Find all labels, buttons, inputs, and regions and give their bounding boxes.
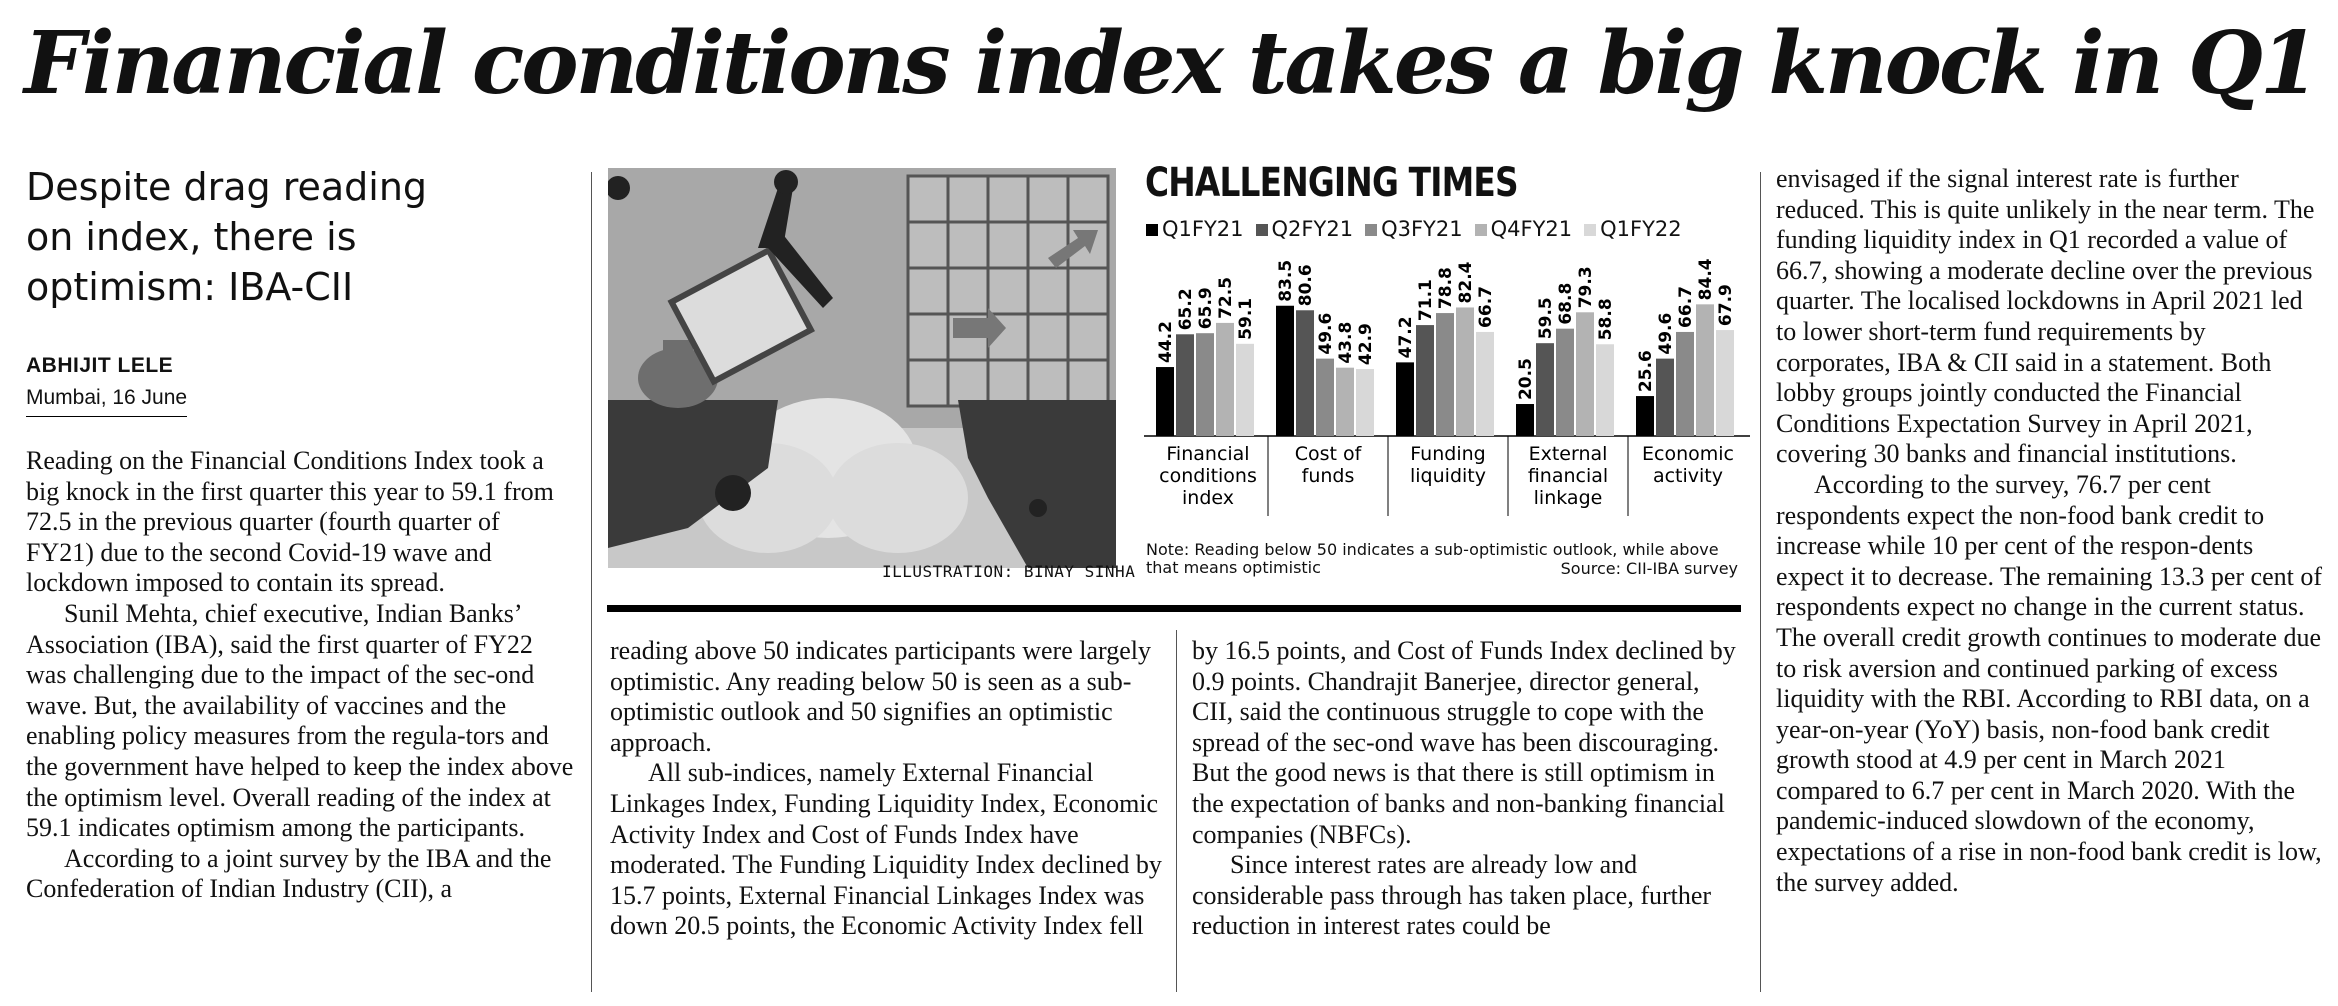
bar-value-label: 42.9 xyxy=(1356,323,1376,366)
bar-value-label: 49.6 xyxy=(1316,312,1336,355)
paragraph: by 16.5 points, and Cost of Funds Index declined by 0.9 points. Chandrajit Banerjee, director general, CII, said the continuous struggle to cope with the spread of the sec-ond wave has been discouraging. But the good news is that there is still optimism in the expectation of banks and non-banking financial companies (NBFCs). xyxy=(1192,636,1736,849)
category-label: financial xyxy=(1527,465,1609,487)
category-label: conditions xyxy=(1159,465,1257,487)
bar xyxy=(1596,344,1614,436)
category-label: External xyxy=(1528,443,1608,465)
bar xyxy=(1696,304,1714,436)
legend-label: Q1FY21 xyxy=(1162,217,1244,241)
bar xyxy=(1456,307,1474,436)
category-label: Financial xyxy=(1166,443,1250,465)
legend-label: Q3FY21 xyxy=(1381,217,1463,241)
column-rule xyxy=(1176,630,1177,992)
bar-value-label: 20.5 xyxy=(1516,358,1536,401)
bar xyxy=(1676,332,1694,436)
paragraph: Sunil Mehta, chief executive, Indian Banks’ Association (IBA), said the first quarter of FY22 was challenging due to the impact of the sec-ond wave. But, the availability of vaccines and the enabling policy measures from the regula-tors and the government have helped to keep the index above the optimism level. Overall reading of the index at 59.1 indicates optimism among the participants. xyxy=(26,598,574,843)
legend-swatch xyxy=(1365,224,1377,236)
illustration-credit: ILLUSTRATION: BINAY SINHA xyxy=(882,562,1136,581)
bar-value-label: 68.8 xyxy=(1556,282,1576,325)
bar xyxy=(1636,396,1654,436)
bar-value-label: 59.5 xyxy=(1536,297,1556,340)
bar xyxy=(1336,368,1354,436)
virus-icon xyxy=(715,475,751,511)
deck-subheading: Despite drag reading on index, there is optimism: IBA-CII xyxy=(26,165,428,309)
paragraph: According to a joint survey by the IBA and the Confederation of Indian Industry (CII), a xyxy=(26,843,552,904)
headline: Financial conditions index takes a big knock in Q1 xyxy=(24,13,2317,114)
category-label: Funding xyxy=(1410,443,1486,465)
bar-value-label: 72.5 xyxy=(1216,276,1236,319)
bar xyxy=(1196,333,1214,436)
bar-value-label: 80.6 xyxy=(1296,264,1316,307)
chart-legend xyxy=(1146,217,1694,241)
category-label: liquidity xyxy=(1410,465,1486,487)
bar-value-label: 82.4 xyxy=(1456,261,1476,304)
bar-value-label: 67.9 xyxy=(1716,284,1736,327)
bar xyxy=(1416,325,1434,436)
legend-item xyxy=(1365,217,1463,241)
virus-icon xyxy=(1029,499,1047,517)
legend-label: Q1FY22 xyxy=(1600,217,1682,241)
illustration xyxy=(608,168,1116,568)
article-column-2 xyxy=(610,636,1162,942)
legend-swatch xyxy=(1475,224,1487,236)
paragraph: reading above 50 indicates participants were largely optimistic. Any reading below 50 is seen as a sub-optimistic outlook and 50 signifies an optimistic approach. xyxy=(610,636,1151,757)
byline: ABHIJIT LELE xyxy=(26,354,174,377)
legend-swatch xyxy=(1146,224,1158,236)
section-rule xyxy=(607,605,1741,612)
bar-value-label: 79.3 xyxy=(1576,266,1596,309)
legend-label: Q2FY21 xyxy=(1271,217,1354,241)
bar xyxy=(1176,334,1194,436)
bar xyxy=(1716,330,1734,436)
legend-item xyxy=(1584,217,1682,241)
chart-source: Source: CII-IBA survey xyxy=(1560,559,1738,578)
bar xyxy=(1216,323,1234,436)
dateline: Mumbai, 16 June xyxy=(26,386,187,417)
bar-value-label: 66.7 xyxy=(1476,285,1496,328)
bar xyxy=(1476,332,1494,436)
bar-value-label: 49.6 xyxy=(1656,312,1676,355)
article-column-4 xyxy=(1776,164,2324,898)
legend-label: Q4FY21 xyxy=(1490,217,1573,241)
paragraph: According to the survey, 76.7 per cent respondents expect the non-food bank credit to increase while 10 per cent of the respon-dents expect it to decrease. The remaining 13.3 per cent of respondents expect no change in the current status. The overall credit growth continues to moderate due to risk aversion and continued parking of excess liquidity with the RBI. According to RBI data, on a year-on-year (YoY) basis, non-food bank credit growth stood at 4.9 per cent in March 2021 compared to 6.7 per cent in March 2020. With the pandemic-induced slowdown of the economy, expectations of a rise in non-food bank credit is low, the survey added. xyxy=(1776,469,2323,897)
bar xyxy=(1576,312,1594,436)
paragraph: Since interest rates are already low and considerable pass through has taken place, further reduction in interest rates could be xyxy=(1192,850,1712,941)
illustration-art xyxy=(608,168,1116,568)
category-label: funds xyxy=(1301,465,1355,487)
bar-value-label: 83.5 xyxy=(1276,259,1296,302)
bar xyxy=(1656,359,1674,436)
bar-value-label: 47.2 xyxy=(1396,316,1416,359)
paragraph: envisaged if the signal interest rate is further reduced. This is quite unlikely in the near term. The funding liquidity index in Q1 recorded a value of 66.7, showing a moderate decline over the previous quarter. The localised lockdowns in April 2021 led to lower short-term fund requirements by corporates, IBA & CII said in a statement. Both lobby groups jointly conducted the Financial Conditions Expectation Survey in April 2021, covering 30 banks and financial institutions. xyxy=(1776,164,2315,469)
category-label: activity xyxy=(1652,465,1724,487)
bar xyxy=(1556,329,1574,436)
legend-item xyxy=(1256,217,1354,241)
article-column-3 xyxy=(1192,636,1744,942)
column-rule xyxy=(1760,172,1761,992)
paragraph: All sub-indices, namely External Financial Linkages Index, Funding Liquidity Index, Economic Activity Index and Cost of Funds Index have moderated. The Funding Liquidity Index declined by 15.7 points, External Financial Linkages Index was down 20.5 points, the Economic Activity Index fell xyxy=(610,758,1162,941)
bar xyxy=(1516,404,1534,436)
legend-swatch xyxy=(1584,224,1596,236)
bar xyxy=(1276,306,1294,436)
bar xyxy=(1156,367,1174,436)
chart-title: CHALLENGING TIMES xyxy=(1145,160,1518,206)
bar-value-label: 71.1 xyxy=(1416,279,1436,322)
bar-value-label: 84.4 xyxy=(1696,258,1716,301)
bar xyxy=(1236,344,1254,436)
bar-value-label: 44.2 xyxy=(1156,321,1176,364)
category-label: Economic xyxy=(1642,443,1734,465)
bar xyxy=(1356,369,1374,436)
article-column-1 xyxy=(26,446,574,905)
bar xyxy=(1296,310,1314,436)
category-label: linkage xyxy=(1533,487,1603,509)
category-label: Cost of xyxy=(1294,443,1362,465)
bar-value-label: 43.8 xyxy=(1336,321,1356,364)
bar-value-label: 66.7 xyxy=(1676,285,1696,328)
category-label: index xyxy=(1182,487,1234,509)
legend-item xyxy=(1146,217,1244,241)
bar-value-label: 59.1 xyxy=(1236,297,1256,340)
bar xyxy=(1316,359,1334,436)
chart-note: Note: Reading below 50 indicates a sub-optimistic outlook, while above that means optimistic xyxy=(1146,540,1719,577)
bar-value-label: 25.6 xyxy=(1636,350,1656,393)
bar xyxy=(1536,343,1554,436)
bar-chart xyxy=(1140,240,1752,540)
bar-value-label: 78.8 xyxy=(1436,267,1456,310)
bar-value-label: 65.2 xyxy=(1176,288,1196,331)
bar xyxy=(1396,362,1414,436)
column-rule xyxy=(591,172,592,992)
legend-item xyxy=(1475,217,1573,241)
bar xyxy=(1436,313,1454,436)
grid-panel xyxy=(908,176,1108,406)
bar-value-label: 58.8 xyxy=(1596,298,1616,341)
paragraph: Reading on the Financial Conditions Index took a big knock in the first quarter this year to 59.1 from 72.5 in the previous quarter (fourth quarter of FY21) due to the second Covid-19 wave and lockdown imposed to contain its spread. xyxy=(26,446,554,598)
legend-swatch xyxy=(1256,224,1268,236)
bar-value-label: 65.9 xyxy=(1196,287,1216,330)
